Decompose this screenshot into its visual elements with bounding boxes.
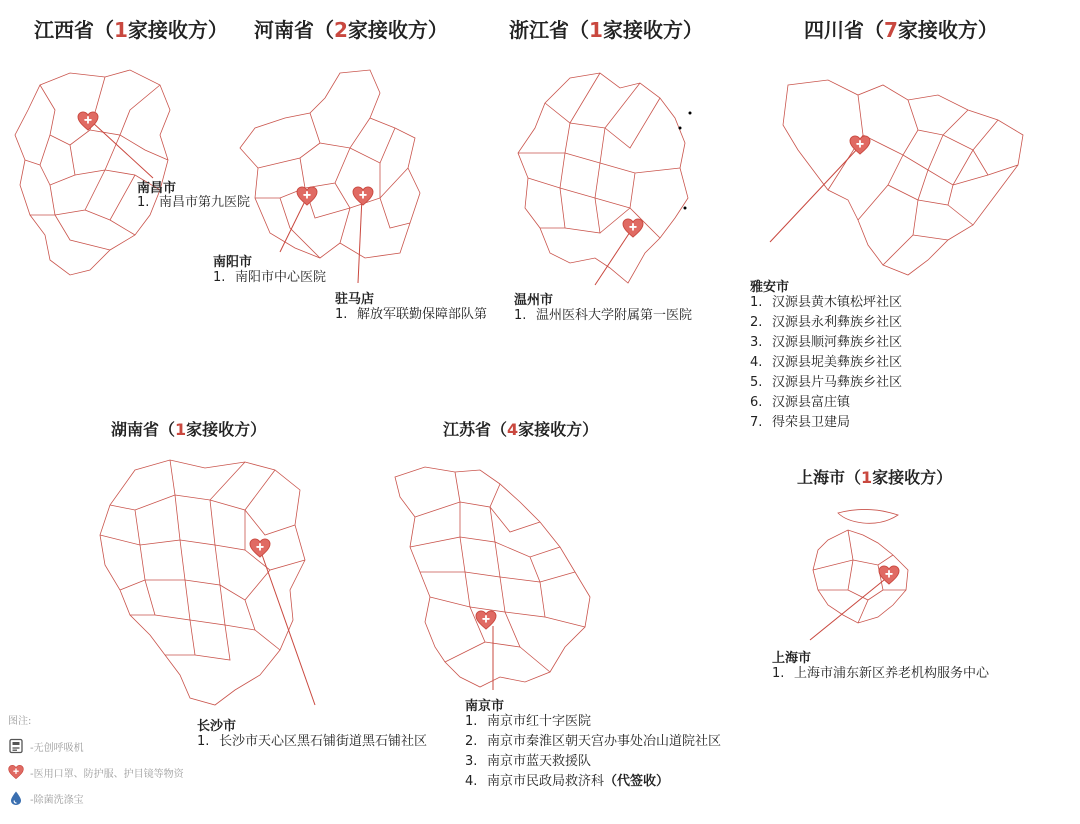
map-henan [230, 68, 430, 268]
heart-plus-icon [8, 764, 24, 780]
list-item: 1. 温州医科大学附属第一医院 [514, 308, 693, 323]
list-item: 1. 南阳市中心医院 [213, 270, 327, 285]
recipient-list-nanchang [137, 193, 250, 213]
legend-item-ventilator [8, 733, 184, 759]
list-item: 4. 南京市民政局救济科（代签收） [465, 774, 670, 789]
heart-plus-icon[interactable] [849, 135, 871, 155]
city-label-nanjing: 南京市 [465, 699, 505, 714]
heart-plus-icon[interactable] [475, 610, 497, 630]
list-item: 1. 解放军联勤保障部队第 [335, 307, 488, 322]
legend [8, 712, 184, 811]
disinfectant-drop-icon [8, 790, 24, 806]
city-label-zhumadian: 驻马店 [335, 292, 375, 307]
heart-plus-icon[interactable] [296, 186, 318, 206]
recipient-list-zhumadian [335, 305, 487, 325]
list-item: 1. 南昌市第九医院 [137, 195, 251, 210]
heart-plus-icon[interactable] [352, 186, 374, 206]
recipient-list-nanjing [465, 712, 721, 792]
map-jiangsu [390, 462, 600, 697]
list-item: 4. 汉源县坭美彝族乡社区 [750, 355, 903, 370]
list-item: 2. 汉源县永利彝族乡社区 [750, 315, 903, 330]
city-label-nanchang: 南昌市 [137, 181, 177, 196]
legend-label-disinfectant: -除菌洗涤宝 [30, 794, 84, 806]
city-label-wenzhou: 温州市 [514, 293, 554, 308]
city-label-yaan: 雅安市 [750, 280, 790, 295]
list-item: 3. 汉源县顺河彝族乡社区 [750, 335, 903, 350]
map-jiangxi [10, 65, 180, 280]
list-item: 7. 得荣县卫建局 [750, 415, 851, 430]
legend-item-disinfectant [8, 785, 184, 811]
list-item: 1. 长沙市天心区黑石铺街道黑石铺社区 [197, 734, 428, 749]
recipient-list-shanghai [772, 664, 989, 684]
city-label-nanyang: 南阳市 [213, 255, 253, 270]
list-item: 3. 南京市蓝天救援队 [465, 754, 592, 769]
legend-label-ventilator: -无创呼吸机 [30, 742, 84, 754]
recipient-list-nanyang [213, 268, 326, 288]
province-title-jiangsu: 江苏省（4家接收方） [443, 420, 599, 439]
map-hunan [95, 450, 310, 710]
list-item: 1. 上海市浦东新区养老机构服务中心 [772, 666, 990, 681]
province-title-zhejiang: 浙江省（1家接收方） [509, 18, 703, 42]
heart-plus-icon[interactable] [249, 538, 271, 558]
province-title-hunan: 湖南省（1家接收方） [111, 420, 267, 439]
recipient-list-wenzhou [514, 306, 692, 326]
heart-plus-icon[interactable] [878, 565, 900, 585]
city-label-changsha: 长沙市 [197, 719, 237, 734]
city-label-shanghai: 上海市 [772, 651, 812, 666]
legend-title: 图注: [8, 716, 32, 727]
list-item: 1. 汉源县黄木镇松坪社区 [750, 295, 903, 310]
recipient-list-yaan [750, 293, 902, 433]
province-title-jiangxi: 江西省（1家接收方） [34, 18, 228, 42]
ventilator-icon [8, 738, 24, 754]
province-title-sichuan: 四川省（7家接收方） [804, 18, 998, 42]
heart-plus-icon[interactable] [77, 111, 99, 131]
map-zhejiang [510, 68, 695, 288]
heart-plus-icon[interactable] [622, 218, 644, 238]
list-item: 5. 汉源县片马彝族乡社区 [750, 375, 903, 390]
province-title-henan: 河南省（2家接收方） [254, 18, 448, 42]
map-sichuan [768, 75, 1028, 285]
list-item: 1. 南京市红十字医院 [465, 714, 592, 729]
list-item: 6. 汉源县富庄镇 [750, 395, 851, 410]
map-shanghai [808, 505, 918, 630]
legend-label-medical-supplies: -医用口罩、防护服、护目镜等物资 [30, 768, 184, 780]
legend-item-medical-supplies [8, 759, 184, 785]
province-title-shanghai: 上海市（1家接收方） [797, 468, 953, 487]
list-item: 2. 南京市秦淮区朝天宫办事处冶山道院社区 [465, 734, 722, 749]
recipient-list-changsha [197, 732, 427, 752]
